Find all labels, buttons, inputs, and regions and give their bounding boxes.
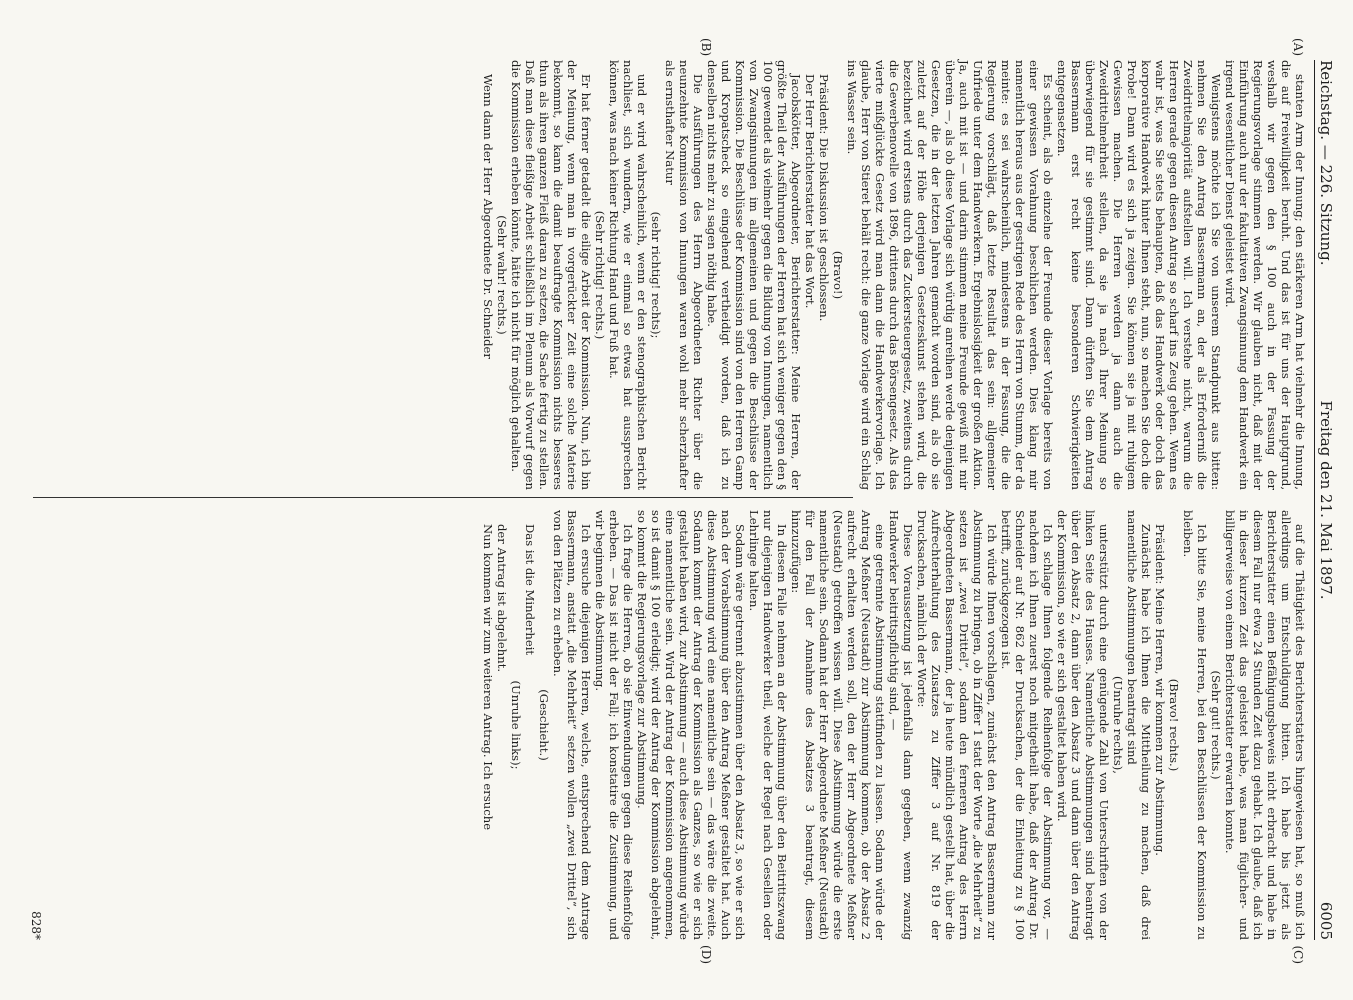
paragraph: auf die Thätigkeit des Berichterstatters hingewiesen hat, so muß ich allerdings um Entschuldigung bitten. Ich habe bis jetzt als Berichterstatter einen Befähigungsbeweis nicht erbracht und habe in diesem Fall nur etwa 24 Stunden Zeit dazu gehabt. Ich glaube, daß ich in dieser kurzen Zeit das geleistet habe, was man füglicher- und billigerweise von einem Berichterstatter erwarten konnte. <box>1223 510 1307 940</box>
marker-c: (C) <box>1291 945 1305 964</box>
paragraph: unterstützt durch eine genügende Zahl von Unterschriften von der linken Seite des Hauses. Namentliche Abstimmungen sind beantragt über den Absatz 2, dann über den Absatz 3 und dann über den Antrag der Kommission, so wie er sich gestaltet haben wird. <box>1055 510 1111 940</box>
paragraph: (sehr richtig! rechts); <box>649 211 663 339</box>
paragraph: Ich würde Ihnen vorschlagen, zunächst den Antrag Bassermann zur Abstimmung zu bringen, ob in Ziffer 1 statt der Worte „die Mehrheit“ zu setzen ist „zwei Drittel“, sodann den ferneren Antrag des Herrn Abgeordneten Bassermann, der ja heute mündlich gestellt hat, über die Aufrechterhaltung des Zusatzes zu Ziffer 3 auf Nr. 819 der Drucksachen, nämlich der Worte: <box>915 510 999 940</box>
paragraph: (Geschieht.) <box>537 689 551 761</box>
paragraph: (Sehr richtig! rechts.) <box>593 210 607 340</box>
paragraph: Präsident: Meine Herren, wir kommen zur Abstimmung. <box>1153 524 1167 856</box>
paragraph: Jacobskötter, Abgeordneter, Berichterstatter: Meine Herren, der größte Theil der Ausführungen der Herren hat sich weniger gegen den § 100 gewendet als vielmehr gegen die Bildung von Innungen, namentlich von Zwangsinnungen im allgemeinen und gegen die Beschlüsse der Kommission. Die Beschlüsse der Kommission sind von den Herren Gamp und Kropatscheck so eingehend vertheidigt worden, daß ich zu denselben nichts mehr zu sagen nöthig habe. <box>705 60 803 490</box>
paragraph: Zunächst habe ich Ihnen die Mittheilung zu machen, daß drei namentliche Abstimmungen beantragt sind <box>1125 510 1153 940</box>
paragraph: Präsident: Die Diskussion ist geschlossen. <box>817 74 831 322</box>
paragraph: (Bravo! rechts.) <box>1167 678 1181 772</box>
paragraph: Es scheint, als ob einzelne der Freunde dieser Vorlage bereits von einer gewissen Vorahnung beschlichen werden. Dies klang mir namentlich heraus aus der gestrigen Rede des Herrn von Stumm, der da meinte: es sei wahrscheinlich, mindestens in der Fassung, die die Regierung vorschlägt, daß letzte Resultat das sein: allgemeiner Unfriede unter dem Handwerkern. Ergebnislosigkeit der großen Aktion. Ja, auch mit ist — und darin stimmen meine Freunde gewiß mit mir überein —, als ob diese Vorlage sich würdig anreihen werde denjenigen Gesetzen, die in der letzten Jahren gemacht worden sind, als ob sie zuletzt auf der Höhe derjenigen Gesetzeskunst stehen wird, die bezeichnet wird erstens durch das Zuckersteuergesetz, zweitens durch die Gewerbenovelle von 1896, drittens durch das Börsengesetz. Als das vierte mißglückte Gesetz wird man dann die Handwerkervorlage. Ich glaube, Herr von Stieret behält recht: die ganze Vorlage wird ein Schlag ins Wasser sein. <box>845 60 1055 490</box>
header-page: 6005 <box>1317 901 1335 940</box>
left-column <box>481 60 1307 490</box>
paragraph: Das ist die Minderheit <box>523 524 537 656</box>
paragraph: Ich frage die Herren, ob sie Einwendungen gegen diese Reihenfolge erheben. — Das ist nicht der Fall; ich konstatire die Zustimmung, und wir beginnen die Abstimmung. <box>593 510 635 940</box>
paragraph: Er hat ferner getadelt die eilige Arbeit der Kommission. Nun, ich bin der Meinung, wenn man in vorgerückter Zeit eine solche Materie bekommt, so kann die damit beauftragte Kommission nichts besseres thun als ihren ganzen Fleiß daran zu setzen, die Sache fertig zu stellen. Daß man diese fleißige Arbeit schließlich im Plenum als Vorwurf gegen die Kommission erheben könnte, hätte ich nicht für möglich gehalten. <box>509 60 593 490</box>
page-signature: 828* <box>29 911 43 940</box>
paragraph: Die Ausführungen des Herrn Abgeordneten Richter über die neunzehnte Kommission von Innungen waren wohl mehr scherzhafter als ernsthafter Natur <box>663 60 705 490</box>
paragraph: und er wird wahrscheinlich, wenn er den stenographischen Bericht nachliest, sich wundern, wie er einmal so etwas hat aussprechen können, was nach keiner Richtung Hand und Fuß hat. <box>607 60 649 490</box>
marker-a: (A) <box>1291 38 1305 57</box>
paragraph: Sodann wäre getrennt abzustimmen über den Absatz 3, so wie er sich nach der Vorabstimmung über den Antrag Meßner gestaltet hat. Auch diese Abstimmung wird eine namentliche sein — das wäre die zweite. Sodann kommt der Antrag der Kommission als Ganzes, so wie er sich gestaltet haben wird, zur Abstimmung — auch diese Abstimmung würde eine namentliche sein. Wird der Antrag der Kommission angenommen, so ist damit § 100 erledigt; wird der Antrag der Kommission abgelehnt, so kommt die Regierungsvorlage zur Abstimmung. <box>635 510 747 940</box>
right-column <box>481 510 1307 940</box>
column-divider <box>33 497 853 498</box>
paragraph: der Antrag ist abgelehnt. <box>495 524 509 673</box>
paragraph: eine getrennte Abstimmung stattfinden zu lassen. Sodann würde der Antrag Meßner (Neustadt) zur Abstimmung kommen, ob der Absatz 2 aufrecht erhalten werden soll, den der Herr Abgeordnete Meßner (Neustadt) getroffen wissen will. Diese Abstimmung würde die erste namentliche sein. Sodann hat der Herr Abgeordnete Meßner (Neustadt) für den Fall der Annahme des Absatzes 3 beantragt, diesem hinzuzufügen: <box>789 510 887 940</box>
paragraph: Ich bitte Sie, meine Herren, bei den Beschlüssen der Kommission zu bleiben. <box>1181 510 1209 940</box>
header-left: Reichstag. — 226. Sitzung. <box>1317 60 1335 266</box>
paragraph: Wenigstens möchte ich Sie von unserem Standpunkt aus bitten: nehmen Sie den Antrag Bassermann an, der als Erforderniß die Zweidrittelmajorität aufstellen will. Ich verstehe nicht, warum die Herren gerade gegen diesen Antrag so scharf ins Zeug gehen. Wenn es wahr ist, was Sie stets behaupten, daß das Handwerk oder doch das korporative Handwerk hinter Ihnen steht, nun, so machen Sie doch die Probe! Dann wird es sich ja zeigen. Sie können sie ja mit ruhigem Gewissen machen. Die Herren werden ja dann auch die Zweidrittelmehrheit stellen, da sie ja nach Ihrer Meinung so überwiegend für sie gestimmt sind. Dann dürften Sie dem Antrag Bassermann erst recht keine besonderen Schwierigkeiten entgegensetzen. <box>1055 60 1223 490</box>
paragraph: Nun kommen wir zum weiteren Antrag. Ich ersuche <box>481 524 495 831</box>
paragraph: Diese Voraussetzung ist jedenfalls dann gegeben, wenn zwanzig Handwerker beitrittspflichtig sind, — <box>887 510 915 940</box>
marker-d: (D) <box>699 945 713 964</box>
paragraph: Der Herr Berichterstatter hat das Wort. <box>803 74 817 309</box>
paragraph: In diesem Falle nehmen an der Abstimmung über den Beitrittszwang nur diejenigen Handwerker theil, welche der Regel nach Gesellen oder Lehrlinge halten. <box>747 510 789 940</box>
marker-b: (B) <box>699 38 713 57</box>
paragraph: stanten Arm der Innung; den stärkeren Arm hat vielmehr die Innung, die auf Freiwilligkeit beruht. Und das ist für uns der Hauptgrund, weshalb wir gegen den § 100 auch in der Fassung der Regierungsvorlage stimmen werden. Wir glauben nicht, daß mit der Einführung auch nur der fakultativen Zwangsinnung dem Handwerk ein irgend wesentlicher Dienst geleistet wird. <box>1223 60 1307 490</box>
paragraph: Ich ersuche diejenigen Herren, welche, entsprechend dem Antrage Bassermann, anstatt „die Mehrheit“ setzen wollen „zwei Drittel“, sich von den Plätzen zu erheben. <box>551 510 593 940</box>
paragraph: (Sehr wahr! rechts.) <box>495 215 509 335</box>
paragraph: Wenn dann der Herr Abgeordnete Dr. Schneider <box>481 74 495 359</box>
header-date: Freitag den 21. Mai 1897. <box>1317 400 1335 600</box>
paragraph: (Unruhe rechts), <box>1111 676 1125 774</box>
paragraph: (Bravo!) <box>831 250 845 300</box>
paragraph: (Sehr gut! rechts.) <box>1209 670 1223 780</box>
paragraph: (Unruhe links); <box>509 680 523 770</box>
paragraph: Ich schlage Ihnen folgende Reihenfolge der Abstimmung vor, — nachdem ich Ihnen zuerst noch mitgetheilt habe, daß der Antrag Dr. Schneider auf Nr. 862 der Drucksachen, der die Einleitung zu § 100 betrifft, zurückgezogen ist. <box>999 510 1055 940</box>
running-header <box>1314 60 1337 940</box>
